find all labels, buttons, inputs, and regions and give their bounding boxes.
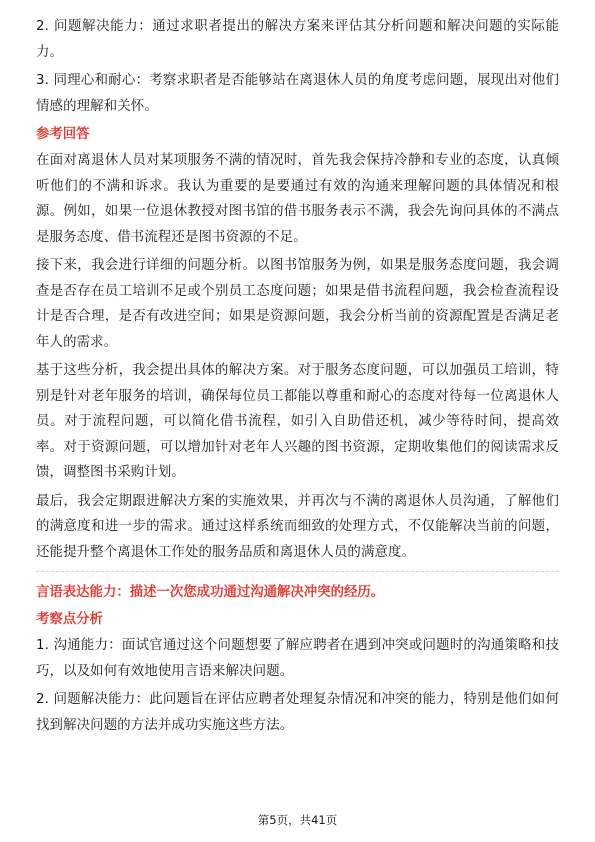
- analysis-point-1: 1. 沟通能力：面试官通过这个问题想要了解应聘者在遇到冲突或问题时的沟通策略和技巧，以及如何有效地使用言语来解决问题。: [36, 638, 559, 679]
- page-content: [36, 14, 559, 741]
- page-number-footer: 第5页，共41页: [257, 813, 338, 827]
- assessment-point-3: 3. 同理心和耐心：考察求职者是否能够站在离退休人员的角度考虑问题，展现出对他们情感的理解和关怀。: [36, 73, 559, 114]
- question-title: 言语表达能力：描述一次您成功通过沟通解决冲突的经历。: [36, 585, 385, 600]
- analysis-heading: 考察点分析: [36, 612, 103, 627]
- reference-answer-heading: 参考回答: [36, 127, 90, 142]
- reference-paragraph-2: 接下来，我会进行详细的问题分析。以图书馆服务为例，如果是服务态度问题，我会调查是否存在员工培训不足或个别员工态度问题；如果是借书流程问题，我会检查流程设计是否合理，是否有改进空间；如果是资源问题，我会分析当前的资源配置是否满足老年人的需求。: [36, 258, 559, 350]
- assessment-point-2: 2. 问题解决能力：通过求职者提出的解决方案来评估其分析问题和解决问题的实际能力。: [36, 19, 559, 60]
- reference-paragraph-1: 在面对离退休人员对某项服务不满的情况时，首先我会保持冷静和专业的态度，认真倾听他们的不满和诉求。我认为重要的是要通过有效的沟通来理解问题的具体情况和根源。例如，如果一位退休教授对图书馆的借书服务表示不满，我会先询问具体的不满点是服务态度、借书流程还是图书资源的不足。: [36, 153, 559, 245]
- reference-paragraph-3: 基于这些分析，我会提出具体的解决方案。对于服务态度问题，可以加强员工培训，特别是针对老年服务的培训，确保每位员工都能以尊重和耐心的态度对待每一位离退休人员。对于流程问题，可以简化借书流程，如引入自助借还机，减少等待时间，提高效率。对于资源问题，可以增加针对老年人兴趣的图书资源，定期收集他们的阅读需求反馈，调整图书采购计划。: [36, 363, 559, 480]
- section-divider: [36, 571, 559, 572]
- reference-paragraph-4: 最后，我会定期跟进解决方案的实施效果，并再次与不满的离退休人员沟通，了解他们的满意度和进一步的需求。通过这样系统而细致的处理方式，不仅能解决当前的问题，还能提升整个离退休工作处的服务品质和离退休人员的满意度。: [36, 493, 559, 560]
- analysis-point-2: 2. 问题解决能力：此问题旨在评估应聘者处理复杂情况和冲突的能力，特别是他们如何找到解决问题的方法并成功实施这些方法。: [36, 692, 559, 733]
